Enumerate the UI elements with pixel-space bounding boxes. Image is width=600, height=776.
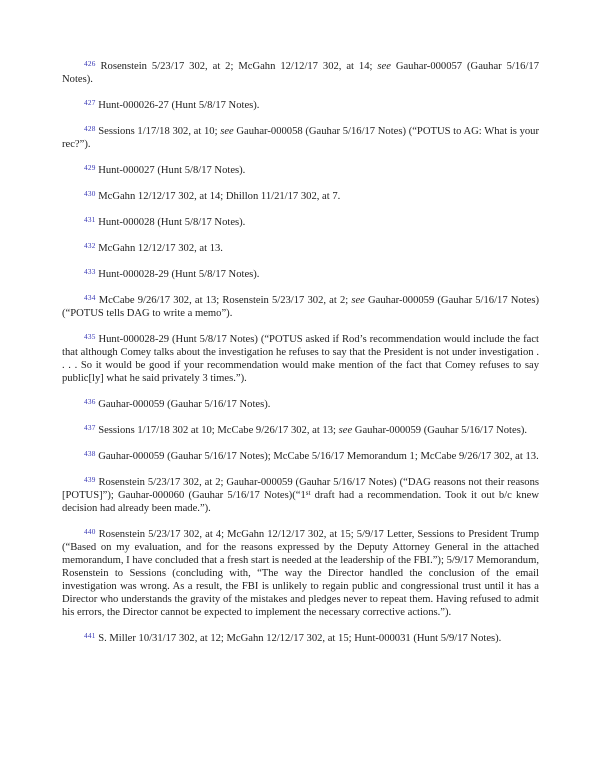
footnote-text-segment: see <box>377 61 391 72</box>
footnote-number-link[interactable]: 438 <box>84 448 96 458</box>
footnote-text <box>98 399 270 410</box>
footnote <box>62 632 539 645</box>
footnote <box>62 164 539 177</box>
footnote <box>62 450 539 463</box>
footnote-text-segment: Gauhar-000059 (Gauhar 5/16/17 Notes); McCabe 5/16/17 Memorandum 1; McCabe 9/26/17 302, at 13. <box>98 451 539 462</box>
footnote-text-segment: McGahn 12/12/17 302, at 13. <box>98 243 223 254</box>
footnote-text-segment: Sessions 1/17/18 302, at 10; <box>98 126 221 137</box>
footnote-text-segment: see <box>351 295 365 306</box>
footnote-number-link[interactable]: 434 <box>84 292 96 302</box>
footnote-text <box>62 331 539 384</box>
footnote-text-segment: Gauhar-000059 (Gauhar 5/16/17 Notes). <box>352 425 527 436</box>
footnote <box>62 528 539 619</box>
footnote-text-segment: S. Miller 10/31/17 302, at 12; McGahn 12/12/17 302, at 15; Hunt-000031 (Hunt 5/9/17 Notes). <box>98 633 502 644</box>
footnote <box>62 190 539 203</box>
footnote-text-segment: Sessions 1/17/18 302 at 10; McCabe 9/26/17 302, at 13; <box>98 425 339 436</box>
footnote <box>62 268 539 281</box>
footnote-text-segment: st <box>305 489 311 497</box>
footnote-text <box>98 191 340 202</box>
footnote-number-link[interactable]: 437 <box>84 422 96 432</box>
footnote-text-segment: see <box>338 425 353 436</box>
footnote <box>62 242 539 255</box>
footnote-text-segment: Hunt-000028 (Hunt 5/8/17 Notes). <box>98 217 246 228</box>
footnote-number-link[interactable]: 436 <box>84 396 96 406</box>
footnote-text-segment: Hunt-000027 (Hunt 5/8/17 Notes). <box>98 165 246 176</box>
footnote-text <box>62 292 539 319</box>
footnote-text <box>98 633 501 644</box>
footnote <box>62 60 539 86</box>
footnote-number-link[interactable]: 435 <box>84 331 96 341</box>
footnote-text-segment: Rosenstein 5/23/17 302, at 2; McGahn 12/12/17 302, at 14; <box>100 61 378 72</box>
footnote-number-link[interactable]: 429 <box>84 162 96 172</box>
footnote-text <box>98 243 223 254</box>
footnote-text <box>62 474 539 514</box>
footnote-text <box>98 217 245 228</box>
footnote-text <box>98 165 245 176</box>
footnote <box>62 216 539 229</box>
footnote-text <box>98 425 527 436</box>
footnote-text <box>98 451 539 462</box>
footnote-text <box>62 123 539 150</box>
footnote-text-segment: Rosenstein 5/23/17 302, at 4; McGahn 12/12/17 302, at 15; 5/9/17 Letter, Sessions to President Trump (“Based on my evaluation, and for the reasons expressed by the Deputy Attorney General in the attached memorandum, I have concluded that a fresh start is needed at the leadership of the FBI.”); 5/9/17 Memorandum, Rosenstein to Sessions (concluding with, “The way the Director handled the conclusion of the email investigation was wrong. As a result, the FBI is unlikely to regain public and congressional trust until it has a Director who understands the gravity of the mistakes and pledges never to repeat them. Having refused to admit his errors, the Director cannot be expected to implement the necessary corrective actions.”). <box>62 529 539 618</box>
footnote-number-link[interactable]: 431 <box>84 214 96 224</box>
footnote <box>62 125 539 151</box>
footnote-number-link[interactable]: 441 <box>84 630 96 640</box>
footnote-number-link[interactable]: 430 <box>84 188 96 198</box>
footnote-text-segment: Hunt-000028-29 (Hunt 5/8/17 Notes) (“POTUS asked if Rod’s recommendation would include the fact that although Comey talks about the investigation he refuses to say that the President is not under investigation . . . . So it would be good if your recommendation would make mention of the fact that Comey refuses to say public[ly] what he said privately 3 times.”). <box>62 334 539 384</box>
footnote <box>62 333 539 385</box>
footnote-number-link[interactable]: 433 <box>84 266 96 276</box>
footnote <box>62 398 539 411</box>
footnote-number-link[interactable]: 432 <box>84 240 96 250</box>
footnote-text <box>62 526 539 618</box>
footnote <box>62 424 539 437</box>
footnote-number-link[interactable]: 427 <box>84 97 96 107</box>
footnote <box>62 476 539 515</box>
footnote <box>62 294 539 320</box>
footnote-text-segment: Gauhar-000059 (Gauhar 5/16/17 Notes) (“POTUS tells DAG to write a memo”). <box>62 295 539 319</box>
footnote-text-segment: Gauhar-000057 (Gauhar 5/16/17 Notes). <box>62 61 539 85</box>
footnote-text-segment: Hunt-000026-27 (Hunt 5/8/17 Notes). <box>98 100 260 111</box>
footnote-text-segment: draft had a recommendation. Took it out b/c knew decision had already been made.”). <box>62 490 539 514</box>
footnote-number-link[interactable]: 439 <box>84 474 96 484</box>
footnote-text <box>62 58 539 85</box>
footnote-text-segment: Rosenstein 5/23/17 302, at 2; Gauhar-000059 (Gauhar 5/16/17 Notes) (“DAG reasons not their reasons [POTUS]”); Gauhar-000060 (Gauhar 5/16/17 Notes)(“1 <box>62 477 539 501</box>
footnote-text-segment: Gauhar-000058 (Gauhar 5/16/17 Notes) (“POTUS to AG: What is your rec?”). <box>62 126 539 150</box>
footnote-text <box>98 100 259 111</box>
footnote-text <box>98 269 259 280</box>
footnote-number-link[interactable]: 426 <box>84 58 96 68</box>
footnote-number-link[interactable]: 440 <box>84 526 96 536</box>
footnote-text-segment: McCabe 9/26/17 302, at 13; Rosenstein 5/23/17 302, at 2; <box>98 295 352 306</box>
footnote-number-link[interactable]: 428 <box>84 123 96 133</box>
footnote-text-segment: see <box>220 126 234 137</box>
footnote-list <box>62 60 539 645</box>
footnote-text-segment: McGahn 12/12/17 302, at 14; Dhillon 11/21/17 302, at 7. <box>98 191 341 202</box>
footnote <box>62 99 539 112</box>
footnote-text-segment: Hunt-000028-29 (Hunt 5/8/17 Notes). <box>98 269 260 280</box>
footnote-text-segment: Gauhar-000059 (Gauhar 5/16/17 Notes). <box>98 399 271 410</box>
